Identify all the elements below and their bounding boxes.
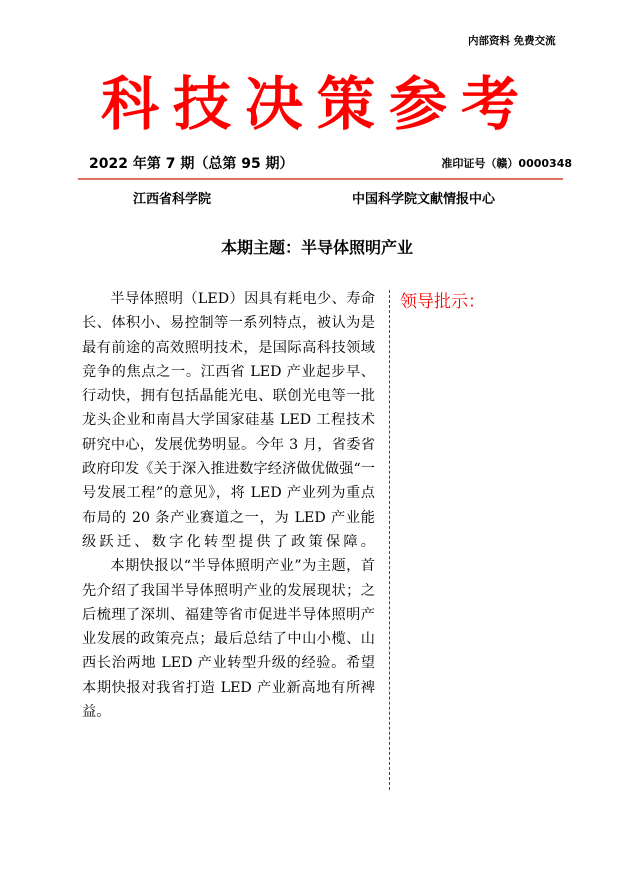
publisher-left: 江西省科学院 <box>133 192 212 207</box>
internal-material-note: 内部资料 免费交流 <box>468 35 556 47</box>
print-permit-number: 准印证号（赣）0000348 <box>441 157 572 170</box>
body-paragraph-1: 半导体照明（LED）因具有耗电少、寿命长、体积小、易控制等一系列特点，被认为是最有前途的高效照明技术，是国际高科技领域竞争的焦点之一。江西省 LED 产业起步早、行动快，拥有包括晶能光电、联创光电等一批龙头企业和南昌大学国家硅基 LED 工程技术研究中心，发展优势明显。今年 3 月，省委省政府印发《关于深入推进数字经济做优做强“一号发展工程”的意见》，将 LED 产业列为重点布局的 20 条产业赛道之一，为 LED 产业能级跃迁、数字化转型提供了政策保障。 <box>82 291 375 550</box>
body-paragraph-2: 本期快报以“半导体照明产业”为主题，首先介绍了我国半导体照明产业的发展现状；之后梳理了深圳、福建等省市促进半导体照明产业发展的政策亮点；最后总结了中山小榄、山西长治两地 LED 产业转型升级的经验。希望本期快报对我省打造 LED 产业新高地有所裨益。 <box>82 558 375 721</box>
column-divider <box>389 290 390 790</box>
publisher-right: 中国科学院文献情报中心 <box>352 192 496 207</box>
issue-number: 2022 年第 7 期（总第 95 期） <box>89 156 294 172</box>
masthead-title: 科技决策参考 <box>100 70 533 138</box>
header-divider <box>78 178 563 180</box>
leader-instruction-label: 领导批示： <box>400 292 485 312</box>
issue-theme: 本期主题：半导体照明产业 <box>220 238 413 257</box>
editorial-body <box>82 287 375 724</box>
